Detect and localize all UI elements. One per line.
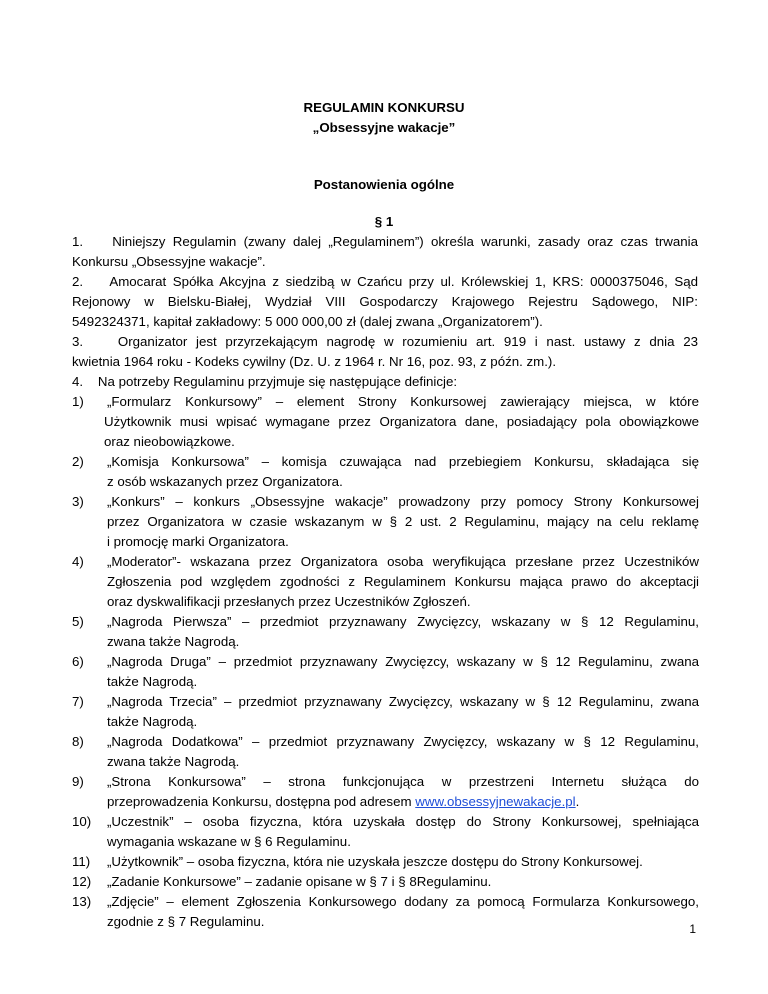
definition-formularz: „Formularz Konkursowy” – element Strony Konkursowej zawierający miejsca, w które Użytkownik musi wpisać wymagane przez Organizatora dane, posiadający pola obowiązkowe oraz nieobowiązkowe.: [104, 394, 699, 449]
point-2-line-2: Rejonowy w Bielsku-Białej, Wydział VIII Gospodarczy Krajowego Rejestru Sądowego, NIP:: [72, 294, 698, 309]
point-number: 1.: [72, 234, 84, 249]
definition-nagroda-trzecia: „Nagroda Trzecia” – przedmiot przyznawany Zwycięzcy, wskazany w § 12 Regulaminu, zwana także Nagrodą.: [107, 694, 699, 729]
definition-number: 3): [72, 494, 84, 509]
definition-konkurs: „Konkurs” – konkurs „Obsessyjne wakacje” prowadzony przy pomocy Strony Konkursowej przez Organizatora w czasie wskazanym w § 2 ust. 2 Regulaminu, mający na celu reklamę i promocję marki Organizatora.: [107, 494, 699, 549]
definition-uzytkownik: „Użytkownik” – osoba fizyczna, która nie uzyskała jeszcze dostępu do Strony Konkursowej.: [107, 854, 643, 869]
definition-nagroda-pierwsza: „Nagroda Pierwsza” – przedmiot przyznawany Zwycięzcy, wskazany w § 12 Regulaminu, zwana także Nagrodą.: [107, 614, 699, 649]
definition-number: 10): [72, 814, 92, 829]
page-number: 1: [689, 922, 696, 936]
definition-number: 12): [72, 874, 92, 889]
definition-uczestnik: „Uczestnik” – osoba fizyczna, która uzyskała dostęp do Strony Konkursowej, spełniająca wymagania wskazane w § 6 Regulaminu.: [107, 814, 699, 849]
definition-number: 13): [72, 894, 92, 909]
point-2-line-3: 5492324371, kapitał zakładowy: 5 000 000,00 zł (dalej zwana „Organizatorem”).: [72, 314, 543, 329]
definition-number: 6): [72, 654, 84, 669]
point-number: 4.: [72, 374, 84, 389]
definition-nagroda-druga: „Nagroda Druga” – przedmiot przyznawany Zwycięzcy, wskazany w § 12 Regulaminu, zwana także Nagrodą.: [107, 654, 699, 689]
definition-zdjecie: „Zdjęcie” – element Zgłoszenia Konkursowego dodany za pomocą Formularza Konkursowego, zgodnie z § 7 Regulaminu.: [107, 894, 699, 929]
definition-number: 2): [72, 454, 84, 469]
point-3-line-2: kwietnia 1964 roku - Kodeks cywilny (Dz. U. z 1964 r. Nr 16, poz. 93, z późn. zm.).: [72, 354, 557, 369]
document-title: REGULAMIN KONKURSU: [303, 100, 465, 115]
point-4-line-1: 4. Na potrzeby Regulaminu przyjmuje się następujące definicje:: [72, 374, 458, 389]
definition-number: 7): [72, 694, 84, 709]
point-1-line-2: Konkursu „Obsessyjne wakacje”.: [72, 254, 266, 269]
definition-number: 5): [72, 614, 84, 629]
section-heading: Postanowienia ogólne: [313, 177, 455, 192]
definition-strona: „Strona Konkursowa” – strona funkcjonująca w przestrzeni Internetu służąca do przeprowadzenia Konkursu, dostępna pod adresem www.obsessyjnewakacje.pl.: [107, 774, 699, 809]
definition-nagroda-dodatkowa: „Nagroda Dodatkowa” – przedmiot przyznawany Zwycięzcy, wskazany w § 12 Regulaminu, zwana także Nagrodą.: [107, 734, 699, 769]
definition-number: 8): [72, 734, 84, 749]
definition-number: 4): [72, 554, 84, 569]
definition-number: 9): [72, 774, 84, 789]
point-2-line-1: 2. Amocarat Spółka Akcyjna z siedzibą w Czańcu przy ul. Królewskiej 1, KRS: 0000375046, Sąd: [72, 274, 698, 289]
contest-name: „Obsessyjne wakacje”: [312, 120, 456, 135]
point-3-line-1: 3. Organizator jest przyrzekającym nagrodę w rozumieniu art. 919 i nast. ustawy z dnia 23: [72, 334, 698, 349]
definition-number: 1): [72, 394, 84, 409]
definition-number: 11): [72, 854, 91, 869]
definition-zadanie: „Zadanie Konkursowe” – zadanie opisane w § 7 i § 8Regulaminu.: [107, 874, 492, 889]
paragraph-symbol: § 1: [374, 214, 394, 229]
point-number: 2.: [72, 274, 84, 289]
contest-website-link[interactable]: www.obsessyjnewakacje.pl: [415, 794, 576, 809]
definition-moderator: „Moderator”- wskazana przez Organizatora osoba weryfikująca przesłane przez Uczestników Zgłoszenia pod względem zgodności z Regulaminem Konkursu mająca prawo do akceptacji oraz dyskwalifikacji przesłanych przez Uczestników Zgłoszeń.: [107, 554, 699, 609]
definition-komisja: „Komisja Konkursowa” – komisja czuwająca nad przebiegiem Konkursu, składająca się z osób wskazanych przez Organizatora.: [107, 454, 699, 489]
point-1-line-1: 1. Niniejszy Regulamin (zwany dalej „Regulaminem”) określa warunki, zasady oraz czas trwania: [72, 234, 698, 249]
point-number: 3.: [72, 334, 84, 349]
